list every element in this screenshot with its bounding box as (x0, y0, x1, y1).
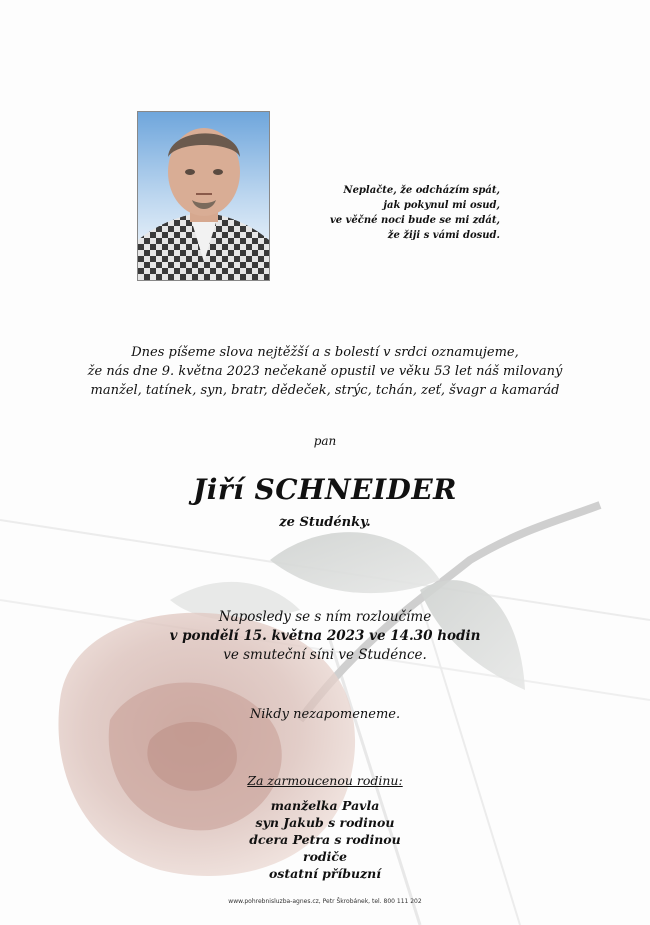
family-list (0, 772, 650, 882)
family-member: ostatní příbuzní (268, 866, 382, 881)
announcement-line: Dnes píšeme slova nejtěžší a s bolestí v srdci oznamujeme, (131, 345, 519, 360)
announcement-text (0, 343, 650, 400)
funeral-info (0, 608, 650, 665)
memorial-verse (300, 183, 500, 243)
verse-line: Neplačte, že odcházím spát, (343, 185, 500, 196)
family-member: dcera Petra s rodinou (249, 832, 401, 847)
family-member: syn Jakub s rodinou (255, 815, 395, 830)
announcement-line: manžel, tatínek, syn, bratr, dědeček, strýc, tchán, zeť, švagr a kamarád (90, 383, 560, 398)
funeral-service-footer: www.pohrebnisluzba-agnes.cz, Petr Škrobánek, tel. 800 111 202 (228, 898, 422, 905)
deceased-name: Jiří SCHNEIDER (193, 473, 457, 506)
family-member: rodiče (303, 849, 347, 864)
verse-line: jak pokynul mi osud, (383, 200, 500, 211)
funeral-place: ve smuteční síni ve Studénce. (223, 647, 427, 663)
verse-line: ve věčné noci bude se mi zdát, (329, 215, 500, 226)
family-heading: Za zarmoucenou rodinu: (247, 773, 403, 788)
portrait-image (138, 112, 269, 280)
deceased-origin: ze Studénky. (279, 515, 371, 530)
funeral-datetime: v pondělí 15. května 2023 ve 14.30 hodin (169, 628, 481, 644)
salutation: pan (313, 434, 337, 448)
verse-line: že žiji s vámi dosud. (387, 230, 500, 241)
funeral-line: Naposledy se s ním rozloučíme (218, 609, 432, 625)
portrait-photo (137, 111, 270, 281)
announcement-line: že nás dne 9. května 2023 nečekaně opustil ve věku 53 let náš milovaný (87, 364, 563, 379)
closing-line: Nikdy nezapomeneme. (249, 707, 401, 722)
family-member: manželka Pavla (270, 798, 380, 813)
